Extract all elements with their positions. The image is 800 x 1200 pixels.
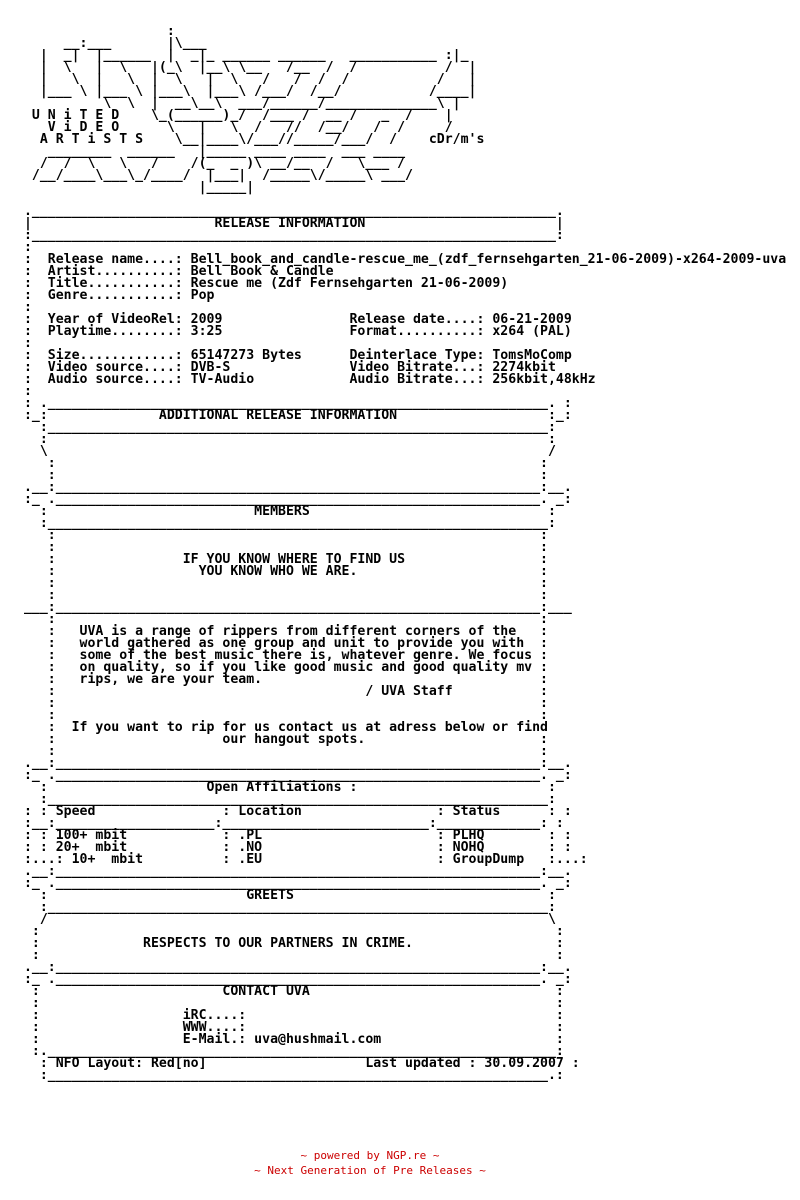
footer-tagline[interactable]: ~ Next Generation of Pre Releases ~: [254, 1164, 486, 1177]
footer: [0, 1148, 740, 1178]
nfo-text: : __:___ |\___ | _| |______ | _|_ ______ ______ ___________ :|_ | \ | \ |(_\ |__\ \__ /__ / / / | | \ | \ | \ | \ / / / / / | |___ \ |___ \ |___\ |___\ /___/ /__/ /____| \ \ | __\__\ ___/______/______________\ | U N i T E D \_(______)_/ /___ / __ / _ / | V i D E O \ | \ / // /__/ / / / A R T i S T S \__|____\/___//_____/___/ / cDr/m's ________ ______ |_____ ____ ____ ___ ____ / / \ \ / /(_ _ )\ __/__ / \___ / /__/____\___\_/____/ |___| /_____\/_____\ ___/ |_____| .__________________________________________________________________. | RELEASE INFORMATION | :__________________________________________________________________: : : Release name....: Bell_book_and_candle-rescue_me_(zdf_fernsehgarten_21-06-2009)-x264-2009-uva : Artist..........: Bell Book & Candle : Title...........: Rescue me (Zdf Fernsehgarten 21-06-2009) : Genre...........: Pop : : Year of VideoRel: 2009 Release date....: 06-21-2009 : Playtime........: 3:25 Format..........: x264 (PAL) : : Size............: 65147273 Bytes Deinterlace Type: TomsMoComp : Video source....: DVB-S Video Bitrate...: 2274kbit : Audio source....: TV-Audio Audio Bitrate...: 256kbit,48kHz : : ._______________________________________________________________. : :_: ADDITIONAL RELEASE INFORMATION :_: :_______________________________________________________________: : : \ / : : : : .__:_____________________________________________________________:__. :_ ._____________________________________________________________. _: : MEMBERS : :_______________________________________________________________: : : : : : IF YOU KNOW WHERE TO FIND US : : YOU KNOW WHO WE ARE. : : : : : ___:_____________________________________________________________:___ : : : UVA is a range of rippers from different corners of the : : world gathered as one group and unit to provide you with : : some of the best music there is, whatever genre. We focus : : on quality, so if you like good music and good quality mv : : rips, we are your team. : : / UVA Staff : : : : : : If you want to rip for us contact us at adress below or find : our hangout spots. : : : .__:_____________________________________________________________:__. :_ ._____________________________________________________________. _: : Open Affiliations : : :_______________________________________________________________: : : Speed : Location : Status : : :__:____________________:__________________________:_____________: : : : 100+ mbit : .PL : PLHQ : : : : 20+ mbit : .NO : NOHQ : : :...: 10+ mbit : .EU : GroupDump :...: .__:_____________________________________________________________:__. :_ ._____________________________________________________________. _: : GREETS : :_______________________________________________________________: / \ : : : RESPECTS TO OUR PARTNERS IN CRIME. : : : .__:_____________________________________________________________:__. :_ ._____________________________________________________________. _: : CONTACT UVA : : : : iRC....: : : WWW....: : : E-Mail.: uva@hushmail.com : :.________________________________________________________________: : NFO Layout: Red[no] Last updated : 30.09.2007 : :_______________________________________________________________.:: [23, 24, 787, 1083]
footer-powered-by[interactable]: ~ powered by NGP.re ~: [300, 1149, 440, 1162]
